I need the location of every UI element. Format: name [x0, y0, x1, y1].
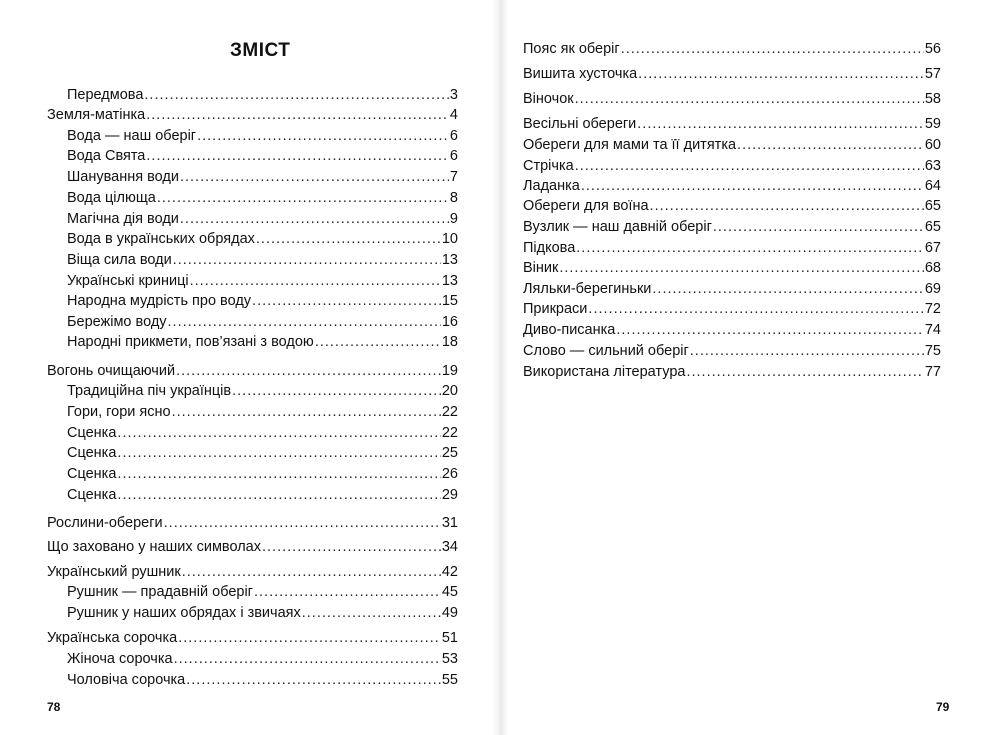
toc-dot-leader [173, 251, 441, 269]
toc-entry [67, 671, 458, 689]
toc-entry-title: Весільні обереги [523, 116, 637, 132]
toc-dot-leader [117, 444, 440, 462]
toc-entry-page: 34 [441, 539, 458, 555]
page-number-right: 79 [936, 700, 950, 714]
toc-entry-title: Український рушник [47, 564, 181, 580]
toc-entry-title: Гори, гори ясно [67, 404, 171, 420]
toc-entry [67, 189, 458, 207]
toc-entry-page: 64 [924, 178, 941, 194]
toc-entry-title: Передмова [67, 87, 144, 103]
toc-entry-page: 13 [441, 273, 458, 289]
toc-dot-leader [559, 259, 924, 277]
toc-entry-title: Вузлик — наш давній оберіг [523, 219, 712, 235]
toc-entry-page: 29 [441, 487, 458, 503]
toc-entry [523, 280, 941, 298]
toc-dot-leader [637, 115, 924, 133]
toc-entry [523, 259, 941, 277]
toc-entry [67, 403, 458, 421]
toc-dot-leader [176, 362, 441, 380]
toc-dot-leader [621, 40, 924, 58]
toc-entry-title: Слово — сильний оберіг [523, 343, 689, 359]
toc-dot-leader [168, 313, 441, 331]
toc-entry [67, 168, 458, 186]
toc-entry [523, 218, 941, 236]
toc-dot-leader [262, 538, 441, 556]
toc-entry-title: Рушник — прадавній оберіг [67, 584, 253, 600]
toc-entry-title: Сценка [67, 487, 117, 503]
toc-dot-leader [146, 147, 449, 165]
toc-entry [67, 382, 458, 400]
toc-entry-title: Вода в українських обрядах [67, 231, 255, 247]
toc-entry-title: Обереги для мами та її дитятка [523, 137, 737, 153]
toc-dot-leader [713, 218, 924, 236]
toc-entry-title: Що заховано у наших символах [47, 539, 261, 555]
page-number-left: 78 [47, 700, 61, 714]
toc-entry-page: 42 [441, 564, 458, 580]
toc-dot-leader [186, 671, 441, 689]
toc-entry-page: 65 [924, 198, 941, 214]
toc-entry [67, 444, 458, 462]
toc-entry [67, 251, 458, 269]
toc-dot-leader [172, 403, 441, 421]
toc-entry-title: Українська сорочка [47, 630, 178, 646]
toc-dot-leader [157, 189, 449, 207]
toc-entry-title: Вишита хусточка [523, 66, 638, 82]
toc-dot-leader [315, 333, 441, 351]
toc-entry-page: 45 [441, 584, 458, 600]
toc-entry-title: Жіноча сорочка [67, 651, 173, 667]
toc-entry-title: Обереги для воїна [523, 198, 649, 214]
toc-entry-page: 59 [924, 116, 941, 132]
toc-entry-page: 8 [449, 190, 458, 206]
toc-dot-leader [182, 563, 441, 581]
toc-entry [523, 321, 941, 339]
toc-entry-page: 19 [441, 363, 458, 379]
toc-entry-page: 9 [449, 211, 458, 227]
toc-entry-page: 51 [441, 630, 458, 646]
toc-entry-title: Рослини-обереги [47, 515, 163, 531]
toc-entry-title: Диво-писанка [523, 322, 616, 338]
toc-entry [47, 362, 458, 380]
toc-entry [523, 40, 941, 58]
toc-dot-leader [178, 629, 441, 647]
toc-dot-leader [256, 230, 441, 248]
toc-entry [523, 157, 941, 175]
toc-entry-page: 16 [441, 314, 458, 330]
toc-entry-title: Сценка [67, 466, 117, 482]
toc-dot-leader [190, 272, 441, 290]
toc-entry-title: Віночок [523, 91, 574, 107]
toc-entry [523, 239, 941, 257]
toc-entry-title: Віник [523, 260, 559, 276]
toc-entry-page: 60 [924, 137, 941, 153]
toc-dot-leader [146, 106, 449, 124]
toc-entry-page: 56 [924, 41, 941, 57]
toc-entry-title: Традиційна піч українців [67, 383, 232, 399]
toc-entry [523, 115, 941, 133]
toc-dot-leader [144, 86, 449, 104]
toc-dot-leader [638, 65, 924, 83]
toc-entry-page: 31 [441, 515, 458, 531]
toc-entry-page: 22 [441, 404, 458, 420]
toc-dot-leader [737, 136, 924, 154]
toc-entry-page: 74 [924, 322, 941, 338]
toc-dot-leader [581, 177, 924, 195]
toc-entry-page: 69 [924, 281, 941, 297]
toc-entry [67, 230, 458, 248]
toc-entry [67, 127, 458, 145]
toc-entry [523, 363, 941, 381]
toc-entry-page: 77 [924, 364, 941, 380]
toc-dot-leader [254, 583, 441, 601]
toc-entry-page: 68 [924, 260, 941, 276]
toc-entry-title: Пояс як оберіг [523, 41, 620, 57]
toc-entry-title: Шанування води [67, 169, 179, 185]
toc-entry-title: Прикраси [523, 301, 588, 317]
toc-entry [67, 86, 458, 104]
toc-entry [47, 629, 458, 647]
toc-entry [67, 583, 458, 601]
toc-entry-title: Земля-матінка [47, 107, 146, 123]
toc-dot-leader [180, 168, 449, 186]
toc-entry-title: Ладанка [523, 178, 580, 194]
toc-entry-title: Вода — наш оберіг [67, 128, 197, 144]
toc-entry-title: Ляльки-берегиньки [523, 281, 652, 297]
toc-entry [47, 514, 458, 532]
toc-dot-leader [117, 465, 440, 483]
toc-entry [523, 300, 941, 318]
toc-entry-title: Сценка [67, 445, 117, 461]
toc-entry-title: Народна мудрість про воду [67, 293, 252, 309]
toc-entry-page: 6 [449, 148, 458, 164]
toc-entry-page: 55 [441, 672, 458, 688]
toc-entry-page: 20 [441, 383, 458, 399]
toc-dot-leader [575, 90, 924, 108]
toc-entry-page: 25 [441, 445, 458, 461]
toc-dot-leader [180, 210, 449, 228]
toc-dot-leader [588, 300, 923, 318]
toc-entry-title: Вогонь очищаючий [47, 363, 176, 379]
toc-entry-page: 10 [441, 231, 458, 247]
toc-dot-leader [164, 514, 441, 532]
toc-entry-page: 53 [441, 651, 458, 667]
toc-entry-page: 26 [441, 466, 458, 482]
toc-entry-title: Українські криниці [67, 273, 189, 289]
toc-entry [67, 604, 458, 622]
toc-entry-title: Бережімо воду [67, 314, 167, 330]
toc-entry-page: 67 [924, 240, 941, 256]
toc-entry [523, 197, 941, 215]
toc-dot-leader [616, 321, 924, 339]
toc-entry [67, 147, 458, 165]
toc-entry-title: Вода Свята [67, 148, 146, 164]
toc-dot-leader [232, 382, 441, 400]
toc-dot-leader [117, 486, 440, 504]
toc-dot-leader [117, 424, 440, 442]
toc-dot-leader [686, 363, 923, 381]
toc-dot-leader [575, 157, 924, 175]
toc-dot-leader [252, 292, 441, 310]
toc-entry-page: 7 [449, 169, 458, 185]
toc-entry [67, 424, 458, 442]
toc-entry-page: 75 [924, 343, 941, 359]
toc-entry-title: Підкова [523, 240, 576, 256]
toc-dot-leader [174, 650, 441, 668]
toc-entry [67, 272, 458, 290]
toc-entry-title: Сценка [67, 425, 117, 441]
toc-entry [67, 333, 458, 351]
toc-dot-leader [650, 197, 924, 215]
toc-entry [67, 292, 458, 310]
toc-entry-page: 4 [449, 107, 458, 123]
toc-dot-leader [197, 127, 449, 145]
toc-entry-page: 3 [449, 87, 458, 103]
toc-entry [47, 538, 458, 556]
toc-entry [67, 210, 458, 228]
toc-entry [67, 486, 458, 504]
toc-entry-page: 58 [924, 91, 941, 107]
toc-dot-leader [576, 239, 924, 257]
toc-entry-title: Стрічка [523, 158, 574, 174]
toc-entry [523, 65, 941, 83]
toc-entry [47, 106, 458, 124]
toc-entry [67, 650, 458, 668]
toc-entry-page: 65 [924, 219, 941, 235]
toc-entry [47, 563, 458, 581]
toc-entry-page: 18 [441, 334, 458, 350]
toc-entry-title: Використана література [523, 364, 686, 380]
toc-entry-page: 63 [924, 158, 941, 174]
toc-entry-page: 22 [441, 425, 458, 441]
toc-entry [523, 136, 941, 154]
toc-entry-title: Рушник у наших обрядах і звичаях [67, 605, 301, 621]
toc-entry-title: Народні прикмети, пов’язані з водою [67, 334, 314, 350]
toc-entry [523, 90, 941, 108]
toc-entry [67, 313, 458, 331]
toc-entry-title: Віща сила води [67, 252, 172, 268]
toc-entry-page: 72 [924, 301, 941, 317]
page-title: ЗМІСТ [230, 40, 291, 61]
toc-dot-leader [652, 280, 923, 298]
toc-dot-leader [302, 604, 441, 622]
toc-entry-page: 49 [441, 605, 458, 621]
toc-entry-page: 6 [449, 128, 458, 144]
toc-entry [523, 177, 941, 195]
toc-entry [67, 465, 458, 483]
toc-entry-page: 13 [441, 252, 458, 268]
right-page [500, 0, 1000, 735]
toc-entry [523, 342, 941, 360]
toc-entry-title: Вода цілюща [67, 190, 156, 206]
toc-entry-title: Магічна дія води [67, 211, 179, 227]
toc-entry-page: 57 [924, 66, 941, 82]
toc-entry-title: Чоловіча сорочка [67, 672, 186, 688]
toc-entry-page: 15 [441, 293, 458, 309]
toc-dot-leader [690, 342, 924, 360]
